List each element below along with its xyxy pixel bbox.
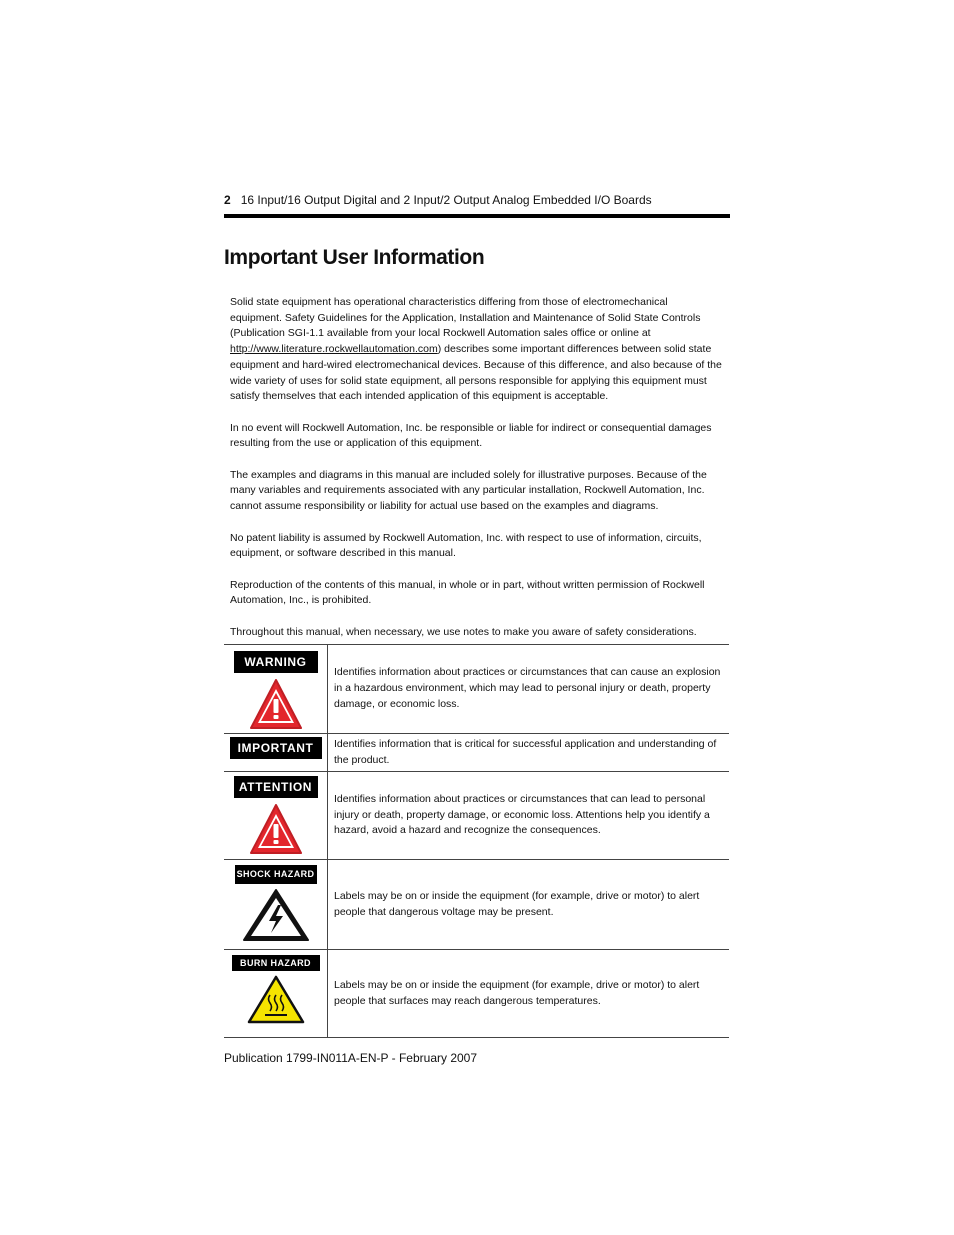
shock-hazard-label: SHOCK HAZARD (235, 865, 317, 884)
paragraph-1 (230, 295, 722, 405)
paragraph-3: The examples and diagrams in this manual are included solely for illustrative purposes. Because of the many variables and requirements associated with any particular installation, Rockwell Automation, Inc. cannot assume responsibility or liability for actual use based on the examples and diagrams. (230, 468, 707, 513)
literature-link[interactable]: http://www.literature.rockwellautomation.com (230, 343, 438, 356)
warning-label: WARNING (234, 651, 318, 673)
header-rule (224, 214, 730, 218)
warning-icon-cell (224, 645, 328, 733)
paragraph-2: In no event will Rockwell Automation, Inc. be responsible or liable for indirect or consequential damages resulting from the use or application of this equipment. (230, 421, 712, 450)
paragraph-4: No patent liability is assumed by Rockwell Automation, Inc. with respect to use of information, circuits, equipment, or software described in this manual. (230, 531, 702, 560)
hot-surface-icon (246, 975, 306, 1025)
safety-notes-table (224, 644, 729, 1038)
burn-hazard-row (224, 950, 729, 1038)
publication-footer: Publication 1799-IN011A-EN-P - February 2007 (224, 1051, 478, 1065)
warning-triangle-icon (248, 677, 304, 731)
burn-hazard-text: Labels may be on or inside the equipment (for example, drive or motor) to alert people that surfaces may reach dangerous temperatures. (334, 978, 700, 1007)
paragraph-5: Reproduction of the contents of this manual, in whole or in part, without written permission of Rockwell Automation, Inc., is prohibited. (230, 578, 705, 607)
body-text (230, 295, 722, 640)
attention-row (224, 772, 729, 860)
important-row (224, 734, 729, 772)
shock-hazard-row (224, 860, 729, 950)
attention-label: ATTENTION (234, 776, 318, 798)
paragraph-6: Throughout this manual, when necessary, we use notes to make you aware of safety considerations. (230, 625, 697, 638)
burn-icon-cell (224, 950, 328, 1037)
attention-icon-cell (224, 772, 328, 859)
running-title: 16 Input/16 Output Digital and 2 Input/2 Output Analog Embedded I/O Boards (240, 193, 652, 207)
important-icon-cell (224, 734, 328, 771)
warning-row (224, 645, 729, 734)
attention-text: Identifies information about practices or circumstances that can lead to personal injury or death, property damage, or economic loss. Attentions help you identify a hazard, avoid a hazard and recognize the consequences. (334, 792, 710, 837)
warning-text: Identifies information about practices or circumstances that can cause an explosion in a hazardous environment, which may lead to personal injury or death, property damage, or economic loss. (334, 666, 721, 710)
important-text: Identifies information that is critical for successful application and understanding of the product. (334, 737, 717, 766)
important-label: IMPORTANT (230, 737, 322, 759)
shock-hazard-text: Labels may be on or inside the equipment (for example, drive or motor) to alert people that dangerous voltage may be present. (334, 889, 700, 918)
burn-hazard-label: BURN HAZARD (232, 955, 320, 971)
page-title: Important User Information (224, 246, 485, 269)
paragraph-1-end: ) describes some important differences between solid state equipment and hard-wired electromechanical devices. Because of this difference, and also because of the wide variety of uses for solid state equipment, all persons responsible for applying this equipment must satisfy themselves that each intended application of this equipment is acceptable. (230, 343, 722, 403)
paragraph-1-start: Solid state equipment has operational characteristics differing from those of electromechanical equipment. Safety Guidelines for the Application, Installation and Maintenance of Solid State Controls (Publication SGI-1.1 available from your local Rockwell Automation sales office or online at (230, 296, 701, 340)
lightning-bolt-icon (241, 888, 311, 942)
attention-triangle-icon (248, 802, 304, 856)
running-header (224, 192, 729, 208)
shock-icon-cell (224, 860, 328, 949)
page-number: 2 (224, 193, 231, 207)
